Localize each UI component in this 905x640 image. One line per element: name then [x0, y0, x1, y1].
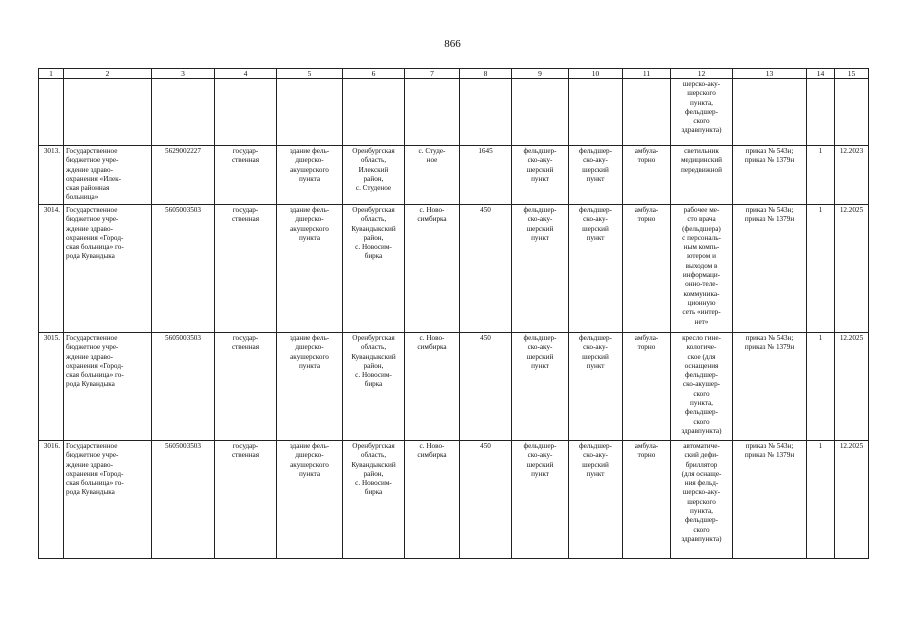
cell-population: 450 [460, 441, 512, 559]
cell-care-form: амбула- торно [623, 333, 671, 441]
cell-number: 3013. [39, 146, 64, 205]
cell-settlement: с. Ново- симбирка [405, 205, 460, 333]
cell-empty [277, 79, 343, 146]
cell-care-form: амбула- торно [623, 441, 671, 559]
cell-empty [807, 79, 835, 146]
cell-address: Оренбургская область, Кувандыкский район, с. Новосим- бирка [343, 333, 405, 441]
cell-empty [343, 79, 405, 146]
cell-ownership: государ- ственная [215, 441, 277, 559]
cell-unit-subtype: фельдшер- ско-аку- шерский пункт [569, 441, 623, 559]
column-header: 4 [215, 69, 277, 79]
cell-order: приказ № 543н; приказ № 1379н [733, 205, 807, 333]
cell-empty [733, 79, 807, 146]
cell-empty [405, 79, 460, 146]
cell-care-form: амбула- торно [623, 205, 671, 333]
continuation-row [39, 79, 869, 146]
cell-unit-subtype: фельдшер- ско-аку- шерский пункт [569, 333, 623, 441]
cell-number: 3014. [39, 205, 64, 333]
cell-organization: Государственное бюджетное учре- ждение здраво- охранения «Город- ская больница» го- рода Кувандыка [64, 205, 152, 333]
cell-date: 12.2023 [835, 146, 869, 205]
cell-equipment: светильник медицинский передвижной [671, 146, 733, 205]
page-number: 866 [444, 38, 461, 50]
cell-ownership: государ- ственная [215, 333, 277, 441]
cell-unit-type: фельдшер- ско-аку- шерский пункт [512, 205, 569, 333]
cell-inn: 5629002227 [152, 146, 215, 205]
cell-unit-subtype: фельдшер- ско-аку- шерский пункт [569, 205, 623, 333]
cell-organization: Государственное бюджетное учре- ждение здраво- охранения «Город- ская больница» го- рода Кувандыка [64, 333, 152, 441]
cell-quantity: 1 [807, 333, 835, 441]
cell-population: 450 [460, 205, 512, 333]
cell-order: приказ № 543н; приказ № 1379н [733, 333, 807, 441]
cell-equipment: автоматиче- ский дефи- бриллятор (для оснаще- ния фельд- шерско-аку- шерского пункта, фельдшер- ского здравпункта) [671, 441, 733, 559]
cell-building: здание фель- дшерско- акушерского пункта [277, 205, 343, 333]
cell-building: здание фель- дшерско- акушерского пункта [277, 146, 343, 205]
registry-table [38, 68, 869, 559]
cell-equipment: рабочее ме- сто врача (фельдшера) с персональ- ным компь- ютером и выходом в информаци- онно-теле- коммуника- ционную сеть «интер- нет» [671, 205, 733, 333]
table-row [39, 333, 869, 441]
cell-empty [152, 79, 215, 146]
cell-empty [39, 79, 64, 146]
table-row [39, 146, 869, 205]
cell-empty [215, 79, 277, 146]
cell-date: 12.2025 [835, 333, 869, 441]
cell-inn: 5605003503 [152, 205, 215, 333]
cell-building: здание фель- дшерско- акушерского пункта [277, 333, 343, 441]
cell-empty [835, 79, 869, 146]
cell-order: приказ № 543н; приказ № 1379н [733, 441, 807, 559]
table-row [39, 441, 869, 559]
cell-quantity: 1 [807, 205, 835, 333]
column-header: 13 [733, 69, 807, 79]
column-header: 15 [835, 69, 869, 79]
column-header: 8 [460, 69, 512, 79]
cell-building: здание фель- дшерско- акушерского пункта [277, 441, 343, 559]
cell-settlement: с. Ново- симбирка [405, 441, 460, 559]
cell-settlement: с. Ново- симбирка [405, 333, 460, 441]
column-header: 6 [343, 69, 405, 79]
cell-empty [623, 79, 671, 146]
column-header: 11 [623, 69, 671, 79]
cell-empty [64, 79, 152, 146]
cell-organization: Государственное бюджетное учре- ждение здраво- охранения «Город- ская больница» го- рода Кувандыка [64, 441, 152, 559]
column-header: 12 [671, 69, 733, 79]
cell-ownership: государ- ственная [215, 146, 277, 205]
cell-ownership: государ- ственная [215, 205, 277, 333]
column-header: 5 [277, 69, 343, 79]
cell-inn: 5605003503 [152, 333, 215, 441]
cell-date: 12.2025 [835, 441, 869, 559]
cell-number: 3016. [39, 441, 64, 559]
column-header: 1 [39, 69, 64, 79]
cell-population: 1645 [460, 146, 512, 205]
cell-equipment: шерско-аку- шерского пункта, фельдшер- ского здравпункта) [671, 79, 733, 146]
cell-unit-type: фельдшер- ско-аку- шерский пункт [512, 333, 569, 441]
cell-empty [512, 79, 569, 146]
cell-settlement: с. Студе- ное [405, 146, 460, 205]
table-row [39, 205, 869, 333]
cell-empty [460, 79, 512, 146]
cell-population: 450 [460, 333, 512, 441]
column-header: 2 [64, 69, 152, 79]
cell-number: 3015. [39, 333, 64, 441]
cell-address: Оренбургская область, Кувандыкский район, с. Новосим- бирка [343, 205, 405, 333]
column-header: 3 [152, 69, 215, 79]
column-header: 14 [807, 69, 835, 79]
column-header: 7 [405, 69, 460, 79]
column-header: 9 [512, 69, 569, 79]
cell-organization: Государственное бюджетное учре- ждение здраво- охранения «Илек- ская районная больница» [64, 146, 152, 205]
cell-unit-type: фельдшер- ско-аку- шерский пункт [512, 441, 569, 559]
column-header: 10 [569, 69, 623, 79]
cell-quantity: 1 [807, 441, 835, 559]
cell-care-form: амбула- торно [623, 146, 671, 205]
column-number-row [39, 69, 869, 79]
cell-unit-type: фельдшер- ско-аку- шерский пункт [512, 146, 569, 205]
cell-address: Оренбургская область, Илекский район, с. Студеное [343, 146, 405, 205]
cell-equipment: кресло гине- кологиче- ское (для оснащения фельдшер- ско-акушер- ского пункта, фельдшер- ского здравпункта) [671, 333, 733, 441]
cell-unit-subtype: фельдшер- ско-аку- шерский пункт [569, 146, 623, 205]
cell-order: приказ № 543н; приказ № 1379н [733, 146, 807, 205]
cell-quantity: 1 [807, 146, 835, 205]
cell-empty [569, 79, 623, 146]
cell-date: 12.2025 [835, 205, 869, 333]
cell-inn: 5605003503 [152, 441, 215, 559]
cell-address: Оренбургская область, Кувандыкский район, с. Новосим- бирка [343, 441, 405, 559]
